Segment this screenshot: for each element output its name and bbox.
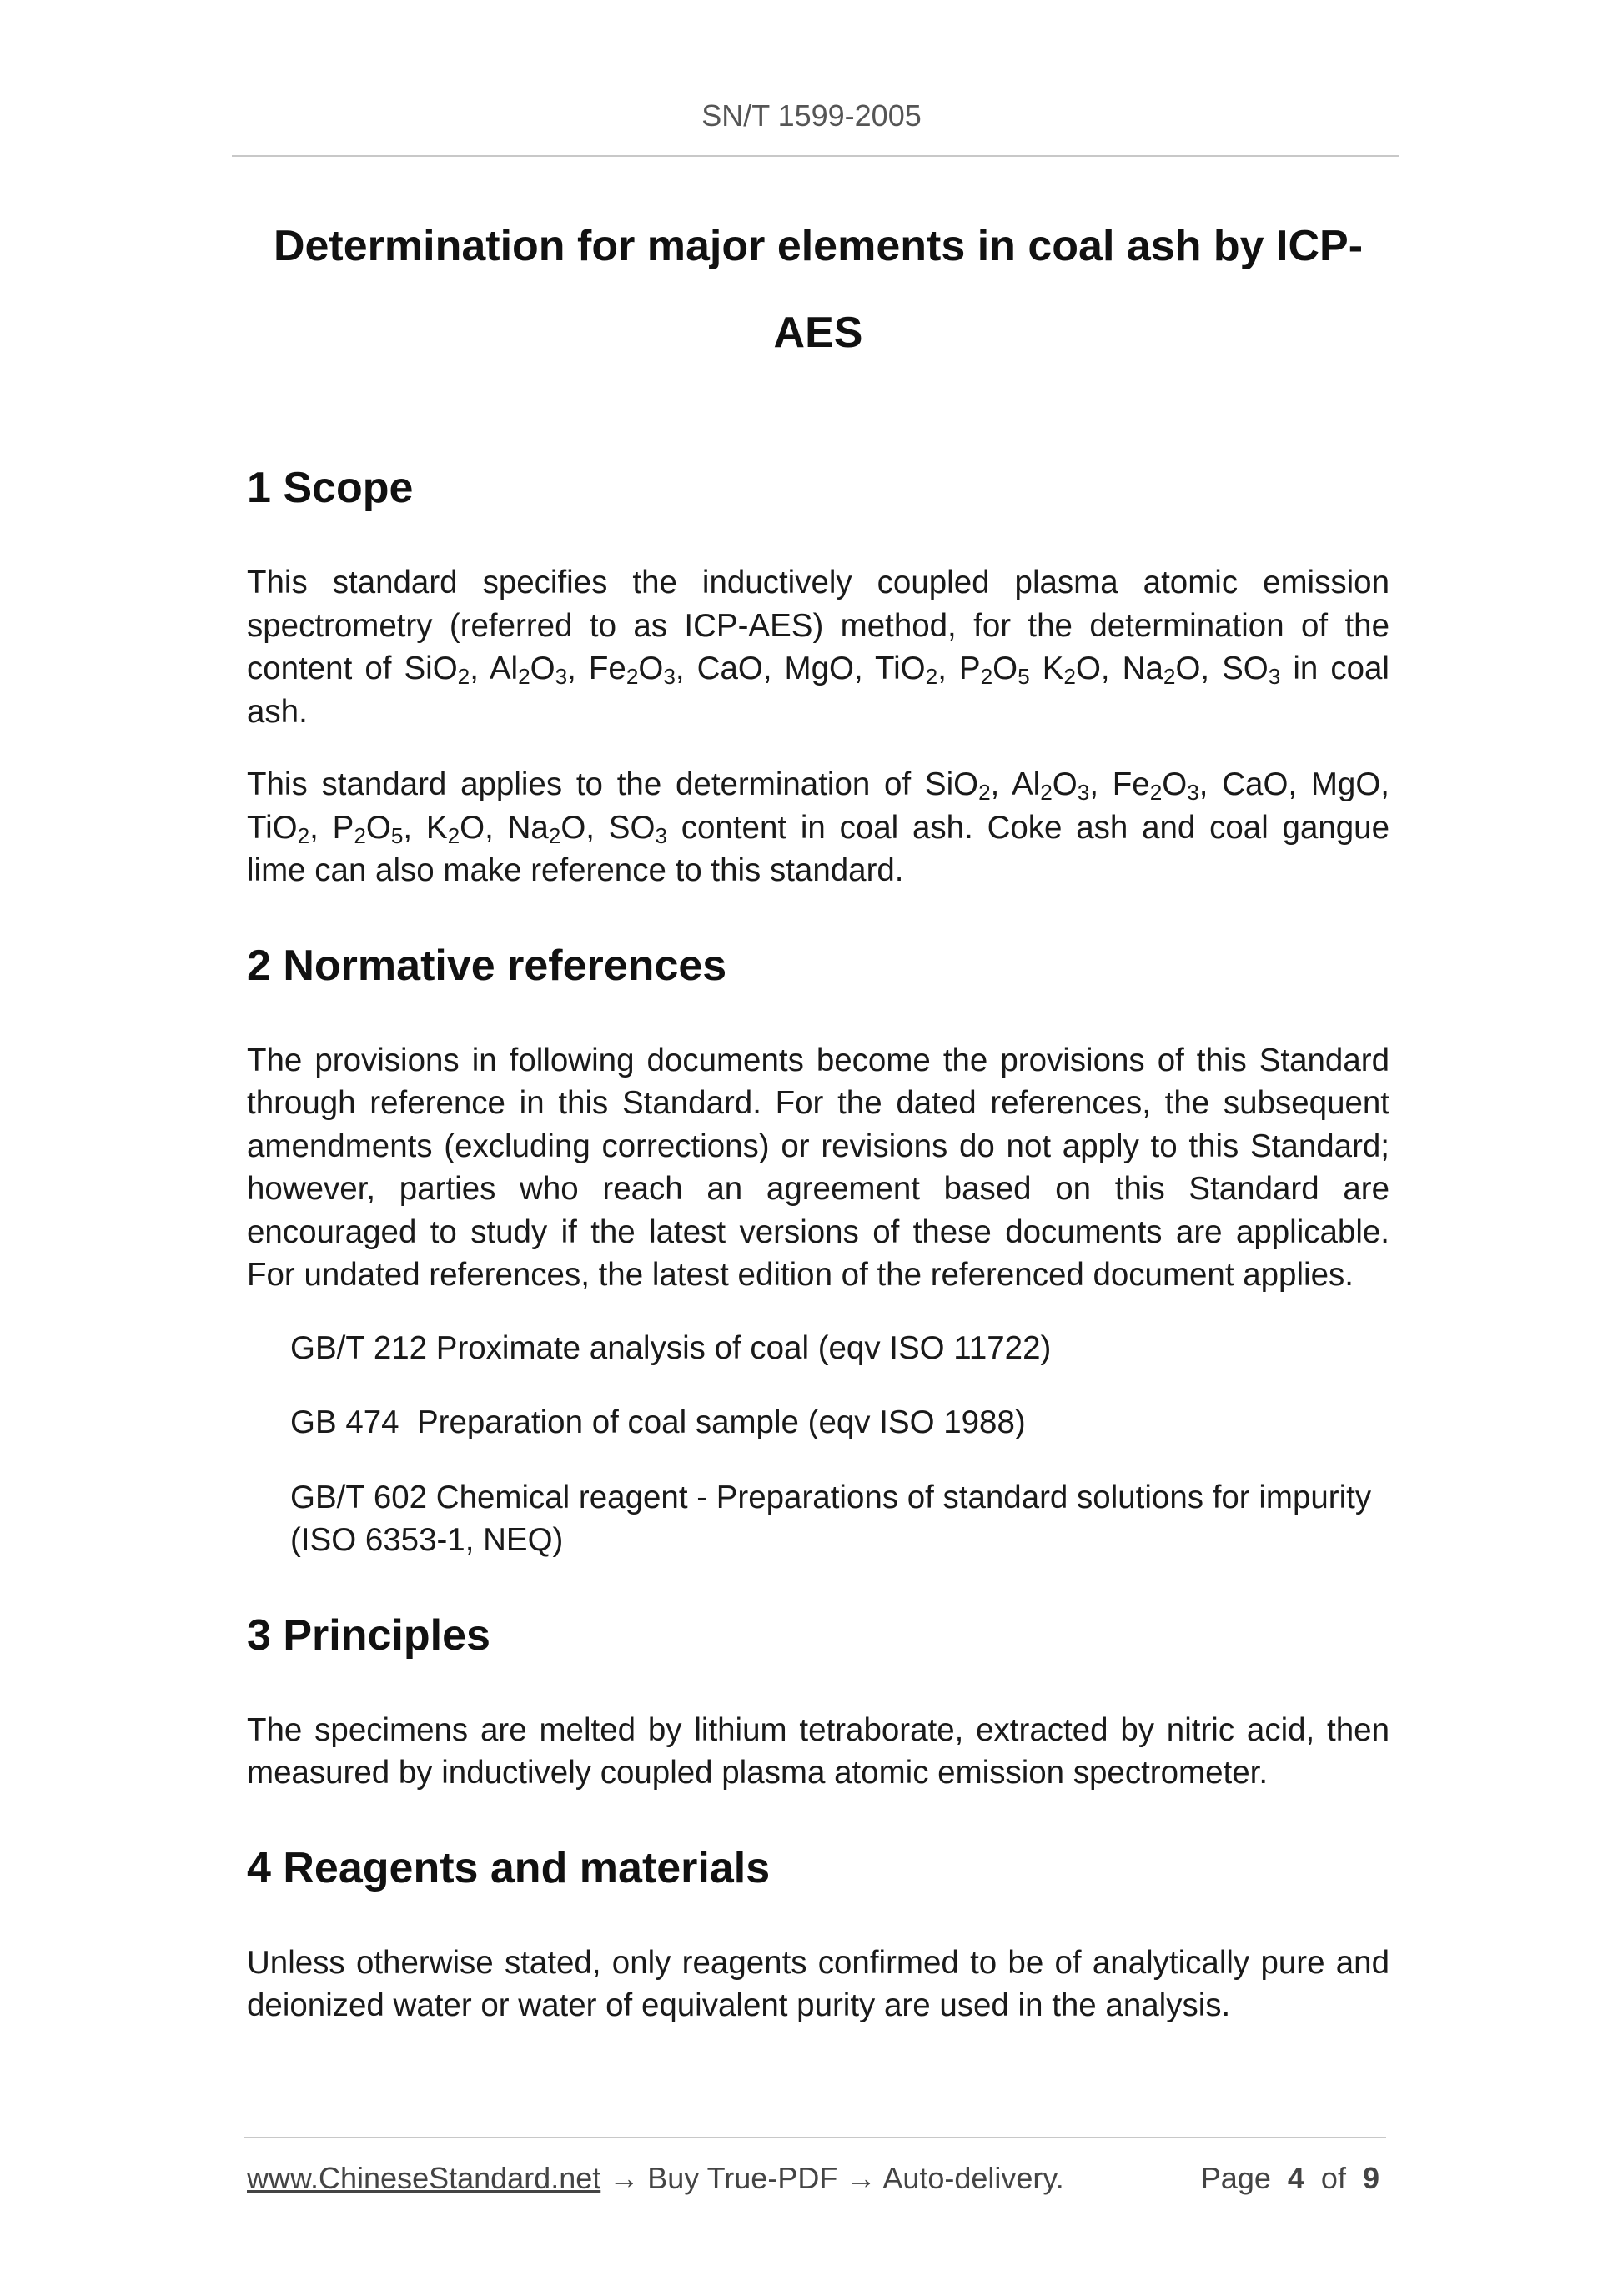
subscript: 2 (297, 822, 310, 848)
website-link[interactable]: www.ChineseStandard.net (247, 2161, 601, 2195)
subscript: 2 (1163, 663, 1176, 689)
scope-paragraph-1: This standard specifies the inductively coupled plasma atomic emission spectrometry (referred to as ICP-AES) method, for the determination of the content of SiO$_2$, $Al_2O_3$, $Fe_2O_3$, CaO, MgO, TiO$_2$, $P_2O_5$ $K_2O$, $Na_2O$, $SO_3$ in coal ash. (247, 565, 1389, 730)
subscript: 3 (655, 822, 667, 848)
normative-paragraph: The provisions in following documents become the provisions of this Standard through reference in this Standard. For the dated references, the subsequent amendments (excluding corrections) or revisions do not apply to this Standard; however, parties who reach an agreement based on this Standard are encouraged to study if the latest versions of these documents are applicable. For undated references, the latest edition of the referenced document applies. (247, 1042, 1389, 1293)
subscript: 2 (980, 663, 993, 689)
standard-code-header: SN/T 1599-2005 (701, 98, 922, 133)
scope-paragraph-2: This standard applies to the determination of SiO$_2$, $Al_2O_3$, $Fe_2O_3$, CaO, MgO, TiO$_2$, $P_2O_5$, $K_2O$, $Na_2O$, $SO_3$ content in coal ash. Coke ash and coal gangue lime can also make reference to this standard. (247, 766, 1390, 888)
subscript: 5 (390, 822, 404, 848)
subscript: 3 (555, 663, 568, 689)
subscript: 3 (1077, 779, 1090, 805)
footer-tagline: → Buy True-PDF → Auto-delivery. (600, 2161, 1064, 2195)
section-heading-normative-references: 2 Normative references (247, 941, 727, 990)
page-indicator (1201, 2161, 1379, 2196)
subscript: 2 (548, 822, 561, 848)
section-heading-principles: 3 Principles (247, 1610, 490, 1660)
reference-item: GB 474 Preparation of coal sample (eqv ISO 1988) (290, 1404, 1026, 1440)
subscript: 2 (626, 663, 639, 689)
page-total: 9 (1362, 2161, 1379, 2195)
footer-promo (247, 2161, 1064, 2196)
subscript: 2 (1063, 663, 1076, 689)
document-title: Determination for major elements in coal ash by ICP-AES (273, 222, 1364, 357)
subscript: 2 (518, 663, 530, 689)
subscript: 3 (1268, 663, 1281, 689)
subscript: 5 (1018, 663, 1030, 689)
subscript: 2 (1149, 779, 1163, 805)
principles-paragraph: The specimens are melted by lithium tetraborate, extracted by nitric acid, then measured by inductively coupled plasma atomic emission spectrometer. (247, 1711, 1389, 1791)
reagents-paragraph: Unless otherwise stated, only reagents confirmed to be of analytically pure and deionized water or water of equivalent purity are used in the analysis. (247, 1944, 1389, 2023)
subscript: 2 (457, 663, 470, 689)
footer-divider (244, 2137, 1386, 2138)
header-divider (232, 155, 1399, 157)
page-of-label: of (1320, 2161, 1346, 2195)
reference-item: GB/T 602 Chemical reagent - Preparations of standard solutions for impurity (ISO 6353-1, NEQ) (290, 1479, 1372, 1558)
page-current: 4 (1287, 2161, 1304, 2195)
subscript: 2 (978, 779, 991, 805)
reference-item: GB/T 212 Proximate analysis of coal (eqv ISO 11722) (290, 1329, 1052, 1366)
document-body (247, 455, 1389, 2057)
section-heading-scope: 1 Scope (247, 464, 414, 512)
page-label: Page (1200, 2161, 1271, 2195)
subscript: 2 (925, 663, 938, 689)
subscript: 2 (447, 822, 460, 848)
subscript: 2 (354, 822, 366, 848)
subscript: 3 (1187, 779, 1199, 805)
subscript: 3 (663, 663, 676, 689)
section-heading-reagents: 4 Reagents and materials (247, 1843, 771, 1892)
subscript: 2 (1040, 779, 1053, 805)
